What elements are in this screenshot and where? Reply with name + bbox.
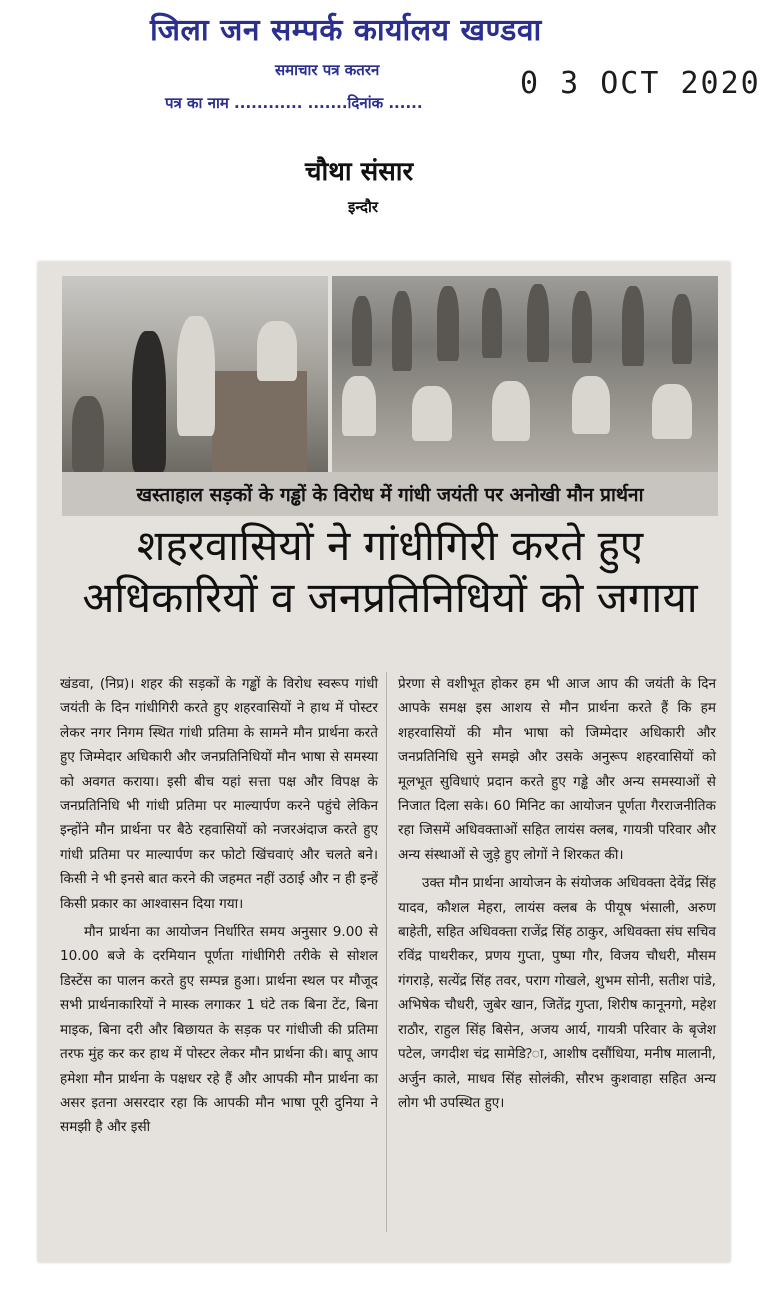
right-paragraph-1: प्रेरणा से वशीभूत होकर हम भी आज आप की जयंती के दिन आपके समक्ष इस आशय से मौन प्रार्थना करते हैं कि हम शहरवासियों की मौन भाषा को जिम्मेदार अधिकारी और जनप्रतिनिधि सुने समझे और उसके अनुरूप शहरवासियों को मूलभूत सुविधाएं प्रदान करते हुए गड्ढे और अन्य समस्याओं से निजात दिला सके। 60 मिनिट का आयोजन पूर्णता गैरराजनीतिक रहा जिसमें अधिवक्ताओं सहित लायंस क्लब, गायत्री परिवार और अन्य संस्थाओं से जुड़े हुए लोगों ने शिरकत की। <box>398 676 716 863</box>
left-paragraph-2: मौन प्रार्थना का आयोजन निर्धारित समय अनुसार 9.00 से 10.00 बजे के दरमियान पूर्णता गांधीगिरी तरीके से सोशल डिस्टेंस का पालन करते हुए सम्पन्न हुआ। प्रार्थना स्थल पर मौजूद सभी प्रार्थनाकारियों ने मास्क लगाकर 1 घंटे तक बिना टेंट, बिना माइक, बिना दरी और बिछायत के सड़क पर गांधीजी की प्रतिमा तरफ मुंह कर कर हाथ में पोस्टर लेकर मौन प्रार्थना की। बापू आप हमेशा मौन प्रार्थना के पक्षधर रहे हैं और आपकी मौन प्रार्थना का असर इतना असरदार रहा कि आपकी मौन भाषा पूरी दुनिया ने समझी है और इसी <box>60 924 378 1136</box>
newspaper-name: चौथा संसार <box>305 157 414 187</box>
photo-caption: खस्ताहाल सड़कों के गड्ढों के विरोध में गांधी जयंती पर अनोखी मौन प्रार्थना <box>136 484 644 506</box>
clipping-label: समाचार पत्र कतरन <box>275 61 380 79</box>
article-column-left <box>60 672 378 1140</box>
article-column-right <box>398 672 716 1115</box>
right-paragraph-2: उक्त मौन प्रार्थना आयोजन के संयोजक अधिवक्ता देवेंद्र सिंह यादव, कौशल मेहरा, लायंस क्लब के पीयूष भंसाली, अरुण बाहेती, सहित अधिवक्ता राजेंद्र सिंह ठाकुर, अधिवक्ता संघ सचिव रविंद्र पाथरीकर, प्रणय गुप्ता, पुष्पा गौर, विजय चौधरी, मौसम गंगराड़े, सत्येंद्र सिंह तवर, पराग गोखले, शुभम सोनी, सतीश पांडे, अभिषेक चौधरी, जुबेर खान, जितेंद्र गुप्ता, शिरीष कानूनगो, महेश राठौर, राहुल सिंह बिसेन, अजय आर्य, गायत्री परिवार के बृजेश पटेल, जगदीश चंद्र सामेडि?ा, आशीष दसौंधिया, मनीष मालानी, अर्जुन काले, माधव सिंह सोलंकी, सौरभ कुशवाहा सहित अन्य लोग भी उपस्थित हुए। <box>398 875 716 1111</box>
newspaper-clipping <box>38 262 730 1262</box>
headline-line-1: शहरवासियों ने गांधीगिरी करते हुए <box>136 521 644 570</box>
column-divider <box>386 672 387 1232</box>
headline-line-2: अधिकारियों व जनप्रतिनिधियों को जगाया <box>82 573 698 622</box>
paper-name-date-label: पत्र का नाम ............ .......दिनांक ...... <box>165 94 423 112</box>
photo-caption-band <box>62 472 718 516</box>
photo-silent-prayer-crowd <box>332 276 718 472</box>
article-headline <box>62 520 718 624</box>
date-stamp: 0 3 OCT 2020 <box>520 66 761 101</box>
photo-gandhi-statue-garlanding <box>62 276 328 472</box>
photo-strip <box>62 276 718 472</box>
office-stamp-title: जिला जन सम्पर्क कार्यालय खण्डवा <box>150 13 542 48</box>
newspaper-city: इन्दौर <box>348 198 378 216</box>
left-paragraph-1: खंडवा, (निप्र)। शहर की सड़कों के गड्ढों के विरोध स्वरूप गांधी जयंती के दिन गांधीगिरी करते हुए शहरवासियों ने हाथ में पोस्टर लेकर नगर निगम स्थित गांधी प्रतिमा के सामने मौन प्रार्थना करते हुए जिम्मेदार अधिकारी और जनप्रतिनिधियों मौन भाषा से समस्या को अवगत कराया। इसी बीच यहां सत्ता पक्ष और विपक्ष के जनप्रतिनिधि भी गांधी प्रतिमा पर माल्यार्पण करने पहुंचे लेकिन इन्होंने मौन प्रार्थना पर बैठे रहवासियों को नजरअंदाज करते हुए गांधी प्रतिमा पर माल्यार्पण कर फोटो खिंचवाएं और चलते बने। किसी ने भी इनसे बात करने की जहमत नहीं उठाई और न ही इन्हें किसी प्रकार का आश्वासन दिया गया। <box>60 676 378 912</box>
